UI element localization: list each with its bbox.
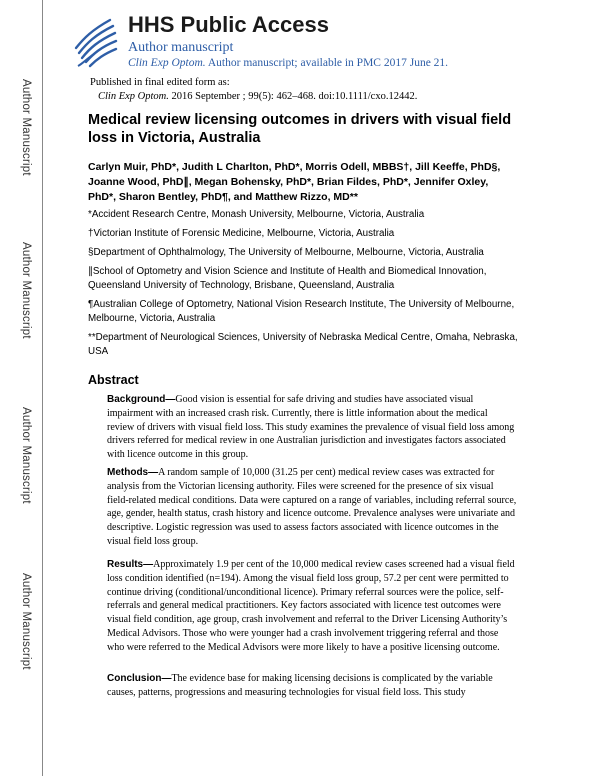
affiliation: §Department of Ophthalmology, The University of Melbourne, Melbourne, Victoria, Australia <box>88 247 484 258</box>
availability-text: Author manuscript; available in PMC 2017 June 21. <box>205 57 449 69</box>
author-manuscript-label: Author manuscript <box>128 40 234 55</box>
sidebar-label: Author Manuscript <box>20 572 32 670</box>
section-label: Conclusion— <box>107 673 172 684</box>
section-label: Results— <box>107 559 154 570</box>
sidebar-label: Author Manuscript <box>20 406 32 504</box>
abstract-conclusion <box>107 672 517 700</box>
publication-info <box>90 76 417 104</box>
abstract-methods <box>107 466 517 549</box>
abstract-background <box>107 393 517 462</box>
published-label: Published in final edited form as: <box>90 77 230 88</box>
article-title: Medical review licensing outcomes in drivers with visual field loss in Victoria, Australia <box>88 112 512 146</box>
affiliation: ¶Australian College of Optometry, National Vision Research Institute, The University of Melbourne, Melbourne, Victoria, Australia <box>88 299 515 324</box>
abstract-heading: Abstract <box>88 373 139 387</box>
author-list: Carlyn Muir, PhD*, Judith L Charlton, PhD*, Morris Odell, MBBS†, Jill Keeffe, PhD§, Joanne Wood, PhD∥, Megan Bohensky, PhD*, Brian Fildes, PhD*, Jennifer Oxley, PhD*, Sharon Bentley, PhD¶, and Matthew Rizzo, MD** <box>88 161 501 203</box>
section-label: Background— <box>107 394 176 405</box>
sidebar <box>0 0 44 776</box>
citation-journal: Clin Exp Optom. <box>98 91 169 102</box>
section-text: Good vision is essential for safe driving and studies have associated visual impairment with an increased crash risk. Currently, there is little information about the medical review of drivers with visual field loss. This study examines the prevalence of visual field loss among drivers referred for medical review in one Australian jurisdiction and investigates factors associated with licence outcome in this group. <box>107 394 515 461</box>
journal-name: Clin Exp Optom. <box>128 57 206 69</box>
section-label: Methods— <box>107 467 159 478</box>
citation <box>90 90 417 104</box>
sidebar-divider <box>42 0 43 776</box>
section-text: Approximately 1.9 per cent of the 10,000 medical review cases screened had a visual field loss condition identified (n=194). Among the visual field loss group, 57.2 per cent were permitted to continue driving (conditional/unconditional licence). Primary referral sources were the police, self-referrals and general medical practitioners. Key factors associated with licence test outcomes were visual field condition, age group, crash involvement and referral to the Driver Licensing Authority’s Medical Advisors. Those who were younger had a crash involvement triggering referral and those who were referred to the Medical Advisors were more likely to have a positive licensing outcome. <box>107 559 515 653</box>
affiliation: **Department of Neurological Sciences, University of Nebraska Medical Centre, Omaha, Nebraska, USA <box>88 332 518 357</box>
hhs-title: HHS Public Access <box>128 12 329 37</box>
citation-details: 2016 September ; 99(5): 462–468. doi:10.1111/cxo.12442. <box>168 91 418 102</box>
affiliation: †Victorian Institute of Forensic Medicine, Melbourne, Victoria, Australia <box>88 228 395 239</box>
header <box>70 14 570 74</box>
hhs-eagle-logo-icon <box>70 14 118 68</box>
affiliation: *Accident Research Centre, Monash University, Melbourne, Victoria, Australia <box>88 209 425 220</box>
sidebar-label: Author Manuscript <box>20 241 32 339</box>
journal-availability <box>128 57 448 69</box>
sidebar-label: Author Manuscript <box>20 78 32 176</box>
abstract-results <box>107 558 517 655</box>
affiliation: ∥School of Optometry and Vision Science and Institute of Health and Biomedical Innovation, Queensland University of Technology, Brisbane, Queensland, Australia <box>88 266 487 291</box>
section-text: The evidence base for making licensing decisions is complicated by the variable causes, patterns, progressions and measuring technologies for visual field loss. This study <box>107 673 493 698</box>
section-text: A random sample of 10,000 (31.25 per cent) medical review cases was extracted for analysis from the Victorian licensing authority. Files were screened for the presence of six visual field-related medical conditions. Data were captured on a range of variables, including referral source, age, gender, health status, crash history and licence outcome. Prevalence analyses were univariate and descriptive. Logistic regression was used to assess factors associated with licence outcomes in the visual field loss group. <box>107 467 517 547</box>
